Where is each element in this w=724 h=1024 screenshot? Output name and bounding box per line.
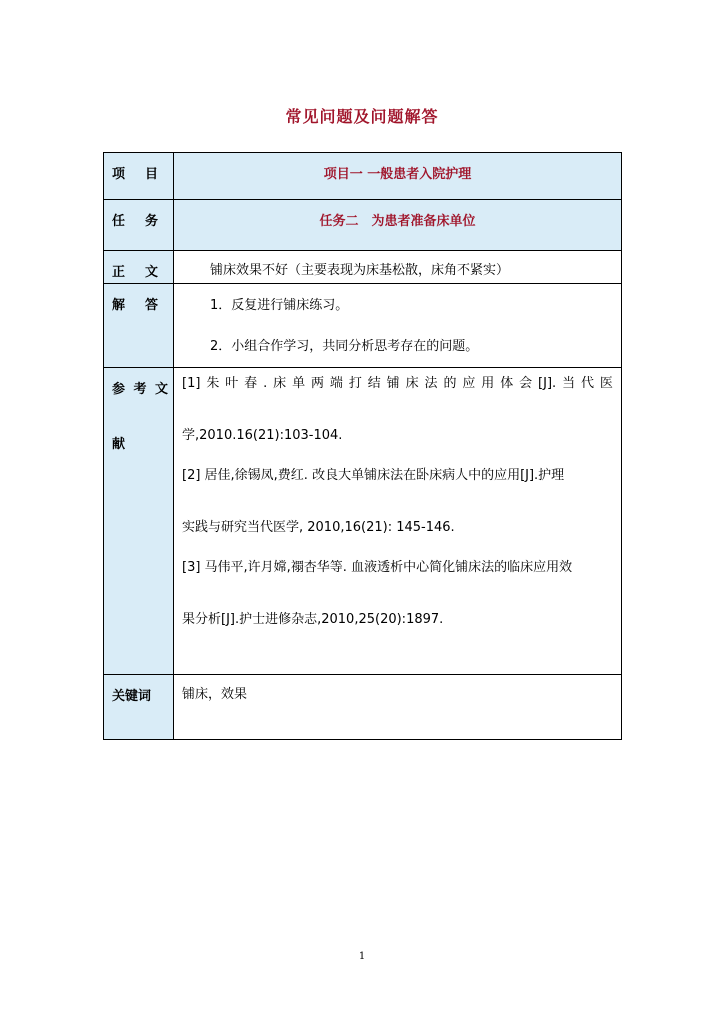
references-label (104, 368, 174, 675)
reference-1-line2: 学,2010.16(21):103-104. (182, 428, 343, 443)
body-value-cell (174, 251, 622, 284)
table-row-task (104, 200, 622, 251)
page-number: 1 (358, 951, 366, 962)
references-list (174, 368, 621, 628)
project-label-char: 项 (112, 167, 126, 182)
reference-1-token: 铺 (386, 376, 400, 391)
task-label (104, 200, 174, 251)
reference-1-token: 单 (292, 376, 306, 391)
reference-3-line1: [3] 马伟平,许月嫦,禤杏华等. 血液透析中心简化铺床法的临床应用效 (182, 560, 573, 575)
page-title: 常见问题及问题解答 (285, 107, 439, 126)
reference-2-line1: [2] 居佳,徐锡凤,费红. 改良大单铺床法在卧床病人中的应用[J].护理 (182, 468, 565, 483)
answer-label (104, 284, 174, 368)
project-label-char: 目 (144, 167, 158, 182)
answer-item: 2．小组合作学习，共同分析思考存在的问题。 (210, 339, 479, 354)
table-row-body (104, 251, 622, 284)
body-label (104, 251, 174, 284)
answer-cell (174, 284, 622, 368)
reference-1-token: 应 (462, 376, 476, 391)
reference-1-token: 叶 (225, 376, 239, 391)
reference-1-token: 会 (519, 376, 533, 391)
table-row-references (104, 368, 622, 675)
reference-1-token: 体 (500, 376, 514, 391)
reference-1-token: 当 (562, 376, 576, 391)
reference-1-token: 床 (273, 376, 287, 391)
body-value: 铺床效果不好（主要表现为床基松散，床角不紧实） (210, 263, 510, 278)
answer-item: 1．反复进行铺床练习。 (210, 298, 349, 313)
references-label-char: 考 (133, 382, 147, 397)
reference-1-token: . (263, 376, 268, 391)
reference-2-line2: 实践与研究当代医学, 2010,16(21): 145-146. (182, 520, 455, 535)
keywords-value: 铺床，效果 (182, 687, 248, 702)
references-label-char: 文 (154, 382, 168, 397)
reference-1-token: [1] (182, 376, 201, 391)
reference-1-token: 春 (244, 376, 258, 391)
answer-label-char: 答 (144, 298, 158, 313)
reference-1-token: [J]. (538, 376, 557, 391)
reference-1-line1 (182, 376, 613, 392)
reference-1-token: 端 (329, 376, 343, 391)
reference-3-line2: 果分析[J].护士进修杂志,2010,25(20):1897. (182, 612, 444, 627)
references-label-line2: 献 (112, 437, 126, 452)
table-row-keywords (104, 675, 622, 740)
reference-1-token: 朱 (206, 376, 220, 391)
table-row-project (104, 153, 622, 200)
reference-1-token: 代 (581, 376, 595, 391)
references-cell (174, 368, 622, 675)
reference-1-token: 用 (481, 376, 495, 391)
keywords-label: 关键词 (104, 675, 174, 740)
table-row-answer (104, 284, 622, 368)
faq-table (103, 152, 622, 740)
reference-1-token: 两 (310, 376, 324, 391)
task-value: 任务二 为患者准备床单位 (174, 200, 622, 251)
project-value: 项目一 一般患者入院护理 (174, 153, 622, 200)
reference-1-token: 法 (424, 376, 438, 391)
references-label-char: 参 (112, 382, 126, 397)
body-label-char: 文 (144, 265, 158, 280)
reference-1-token: 床 (405, 376, 419, 391)
project-label (104, 153, 174, 200)
answer-label-char: 解 (112, 298, 126, 313)
reference-1-token: 医 (599, 376, 613, 391)
reference-1-token: 的 (443, 376, 457, 391)
keywords-cell (174, 675, 622, 740)
reference-1-token: 打 (348, 376, 362, 391)
task-label-char: 务 (144, 214, 158, 229)
body-label-char: 正 (112, 265, 126, 280)
reference-1-token: 结 (367, 376, 381, 391)
task-label-char: 任 (112, 214, 126, 229)
